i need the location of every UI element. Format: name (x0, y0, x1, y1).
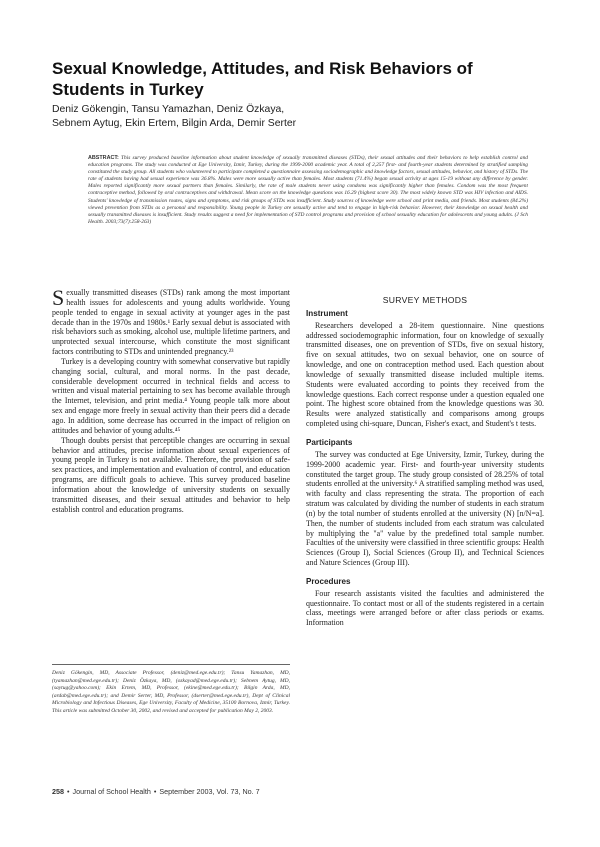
body-paragraph: The survey was conducted at Ege University, Izmir, Turkey, during the 1999-2000 academic year. First- and fourth-year university students constituted the target group. The study group consisted of 28.25% of total students enrolled at the university.⁶ A stratified sampling method was used, with faculty and class representing the strata. The proportion of each stratum was calculated by dividing the number of students in each stratum (n) by the total number of students enrolled at the university (N) [n/N=a]. Then, the number of students included from each stratum was calculated by multiplying the "a" value by the predefined total sample number. Faculties of the university were classified in three scientific groups: Health Sciences (Group I), Social Sciences (Group II), and Technical Sciences and Nature Sciences (Group III). (306, 449, 544, 568)
body-paragraph: Four research assistants visited the faculties and administered the questionnaire. To contact most or all of the students registered in a certain class, meetings were arranged before or after class periods or exams. Information (306, 588, 544, 628)
abstract-label: ABSTRACT: (88, 155, 119, 161)
author-affiliations: Deniz Gökengin, MD, Associate Professor, (deniz@med.ege.edu.tr); Tansu Yamazhan, MD, (tyamazhan@med.ege.edu.tr); Deniz Özkaya, MD, (ozkayad@med.ege.edu.tr); Sebnem Aytug, MD, (saytug@yahoo.com); Ekin Ertem, MD, Professor, (ekine@med.ege.edu.tr); Bilgin Arda, MD, (ardab@med.ege.edu.tr); and Demir Serter, MD, Professor, (dserter@med.ege.edu.tr), Dept of Clinical Microbiology and Infectious Diseases, Ege University, Faculty of Medicine, 35100 Bornova, Izmir, Turkey. This article was submitted October 30, 2002, and revised and accepted for publication May 2, 2003. (52, 670, 290, 714)
intro-paragraph: Sexually transmitted diseases (STDs) rank among the most important health issues for adolescents and young adults worldwide. Young people tended to engage in sexual activity at younger ages in the past decade than in the 1970s and 1980s.¹ Early sexual debut is associated with risk behaviors such as smoking, alcohol use, multiple lifetime partners, and unprotected sexual intercourse, which constitute the most significant factors contributing to STDs and unintended pregnancy.²³ (52, 285, 290, 357)
journal-name: Journal of School Health (72, 787, 151, 796)
section-heading: SURVEY METHODS (382, 295, 468, 305)
subsection-heading: Participants (306, 437, 353, 447)
right-column (306, 288, 544, 628)
abstract-text: This survey produced baseline information about student knowledge of sexually transmitted diseases (STDs), their sexual attitudes and their behaviors to help establish control and education programs. The study was conducted at Ege University, Izmir, Turkey, during the 1999-2000 academic year. A total of 2,257 first- and fourth-year students determined by stratified sampling constituted the study group. All students who volunteered to participate completed a questionnaire assessing sociodemographic and knowledge factors, sexual attitudes, behavior, and history of STDs. The rate of students having had sexual experience was 36.8%. Males were more sexually active than females. Most students (71.4%) began sexual activity at ages 15-19 without any difference by gender. Males reported significantly more sexual partners than females. Similarly, the rate of male students never using condoms was significantly higher than females. Condom was the most frequent contraceptive method, followed by oral contraceptives and withdrawal. Mean score on the knowledge questions was 16.29 (highest score 30). The most widely known STD was HIV infection and AIDS. Students' knowledge of transmission routes, signs and symptoms, and risk groups of STDs was insufficient. Study sources of knowledge were school and print media, and friends. Most students (84.2%) viewed prevention from STDs as a personal and responsibility. Young people in Turkey are sexually active and tend to engage in high-risk behavior. However, their knowledge on sexual health and sexually transmitted diseases is insufficient. Study results suggest a need for implementation of STD control programs and provision of school sexuality education for adolescents and young adults. (J Sch Health. 2003;73(7):258-263) (88, 155, 528, 225)
abstract (88, 155, 528, 273)
page-footer: 258 • Journal of School Health • September 2003, Vol. 73, No. 7 (52, 787, 260, 796)
article-title: Sexual Knowledge, Attitudes, and Risk Behaviors of Students in Turkey (52, 59, 473, 99)
subsection-heading: Instrument (306, 308, 348, 318)
page-number: 258 (52, 787, 64, 796)
body-paragraph: Though doubts persist that perceptible changes are occurring in sexual behavior and attitudes, precise information about sexual experiences of young people in Turkey is not available. Therefore, the provision of safe-sex practices, and implementation and evaluation of control, and education programs, are difficult goals to achieve. This survey produced baseline information about the knowledge of university students on sexually transmitted diseases, and their sexual attitudes and behavior to help establish control and education programs. (52, 435, 290, 514)
drop-cap: S (52, 285, 65, 310)
author-line: Sebnem Aytug, Ekin Ertem, Bilgin Arda, Demir Serter (52, 118, 297, 129)
footnote-divider (52, 664, 290, 665)
body-paragraph: Researchers developed a 28-item questionnaire. Nine questions addressed sociodemographic information, four on knowledge of sexually transmitted diseases, one on prevention of STDs, five on sexual history, five on sexual attitudes, two on sexual behavior, one on source of knowledge, and one on contraception method used. Each question about knowledge of sexually transmitted disease included multiple items. Students were evaluated according to points they received from the knowledge questions. Each correct response under a question equaled one point. The highest score obtained from the knowledge questions was 30. Results were analyzed statistically and comparisons among groups completed using chi-square, Duncan, Fisher's exact, and Student's t tests. (306, 320, 544, 429)
author-list (52, 103, 532, 131)
issue-date: September 2003, Vol. 73, No. 7 (159, 787, 260, 796)
author-line: Deniz Gökengin, Tansu Yamazhan, Deniz Özkaya, (52, 104, 285, 115)
left-column (52, 285, 290, 514)
body-paragraph: Turkey is a developing country with somewhat conservative but rapidly changing social, cultural, and moral norms. In the past decade, considerable development occurred in technical fields and access to written and visual material pertaining to sex has become available through the Internet, television, and print media.⁴ Young people talk more about sex and engage more freely in sexual activity than their peers did a decade ago. In addition, some decrease has occurred in the impact of religion on attitudes and behavior of young adults.⁴⁵ (52, 356, 290, 435)
subsection-heading: Procedures (306, 576, 351, 586)
